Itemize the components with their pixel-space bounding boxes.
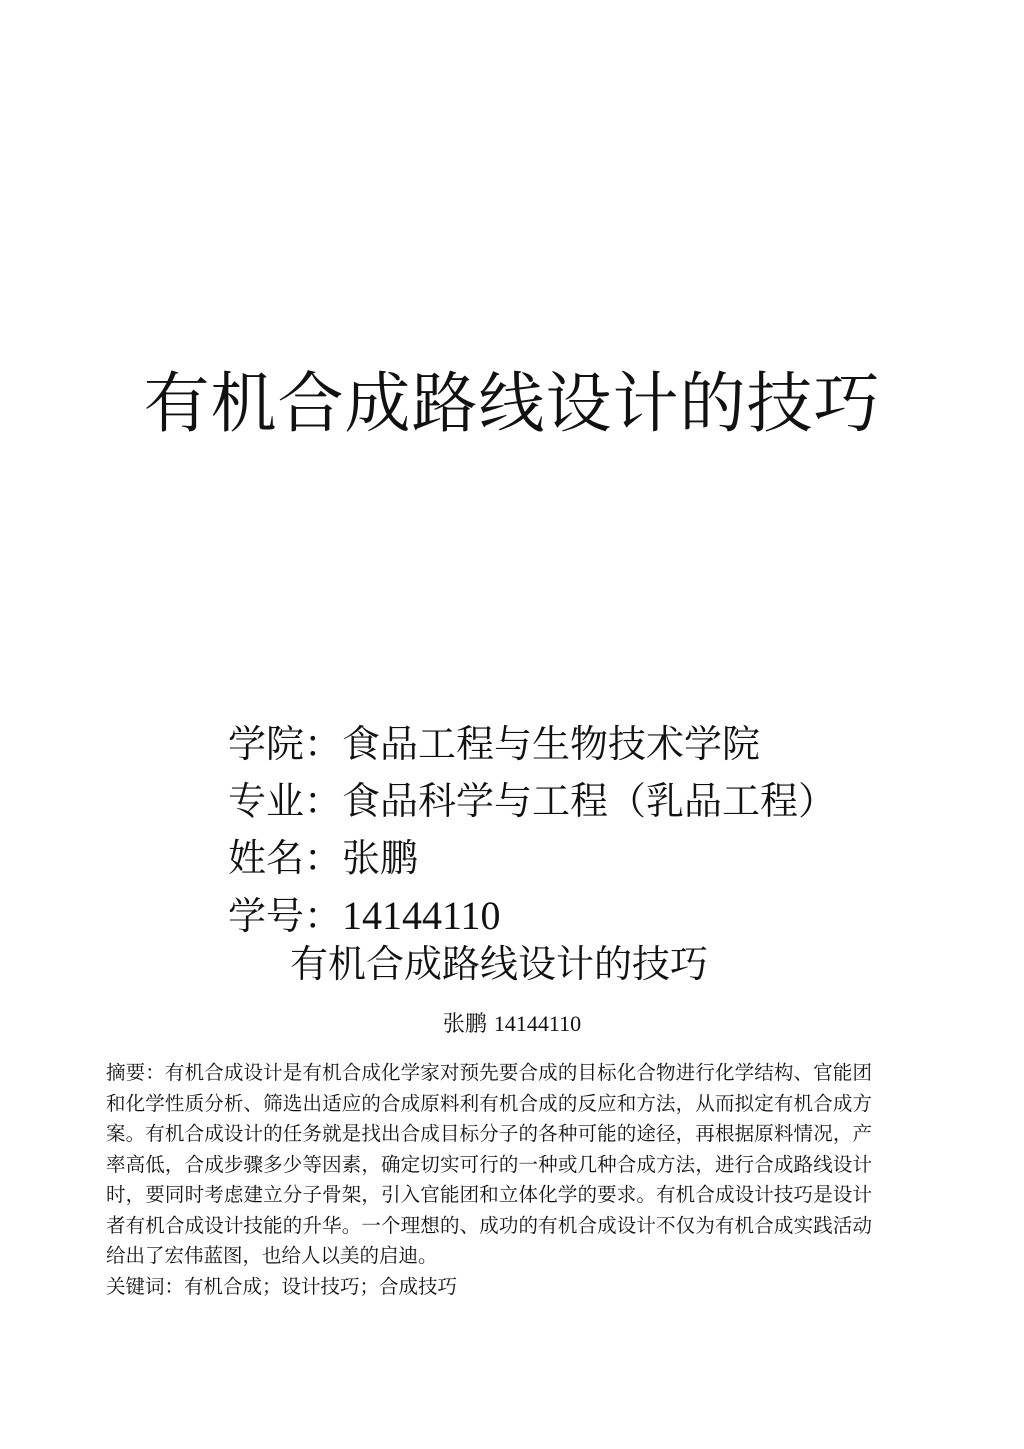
student-info — [228, 716, 836, 945]
paper-title: 有机合成路线设计的技巧 — [290, 942, 709, 986]
major-value: 食品科学与工程（乳品工程） — [342, 779, 837, 823]
student-id-value: 14144110 — [342, 893, 501, 938]
keywords-text: 关键词：有机合成；设计技巧；合成技巧 — [106, 1274, 458, 1298]
student-id-label: 学号： — [228, 894, 343, 938]
college-row — [228, 716, 836, 773]
name-label: 姓名： — [228, 836, 343, 880]
author-name: 张鹏 — [442, 1012, 487, 1037]
abstract-block — [106, 1058, 872, 1302]
name-value: 张鹏 — [342, 836, 419, 880]
major-label: 专业： — [228, 779, 343, 823]
name-row — [228, 830, 836, 887]
college-value: 食品工程与生物技术学院 — [342, 722, 761, 766]
author-student-id: 14144110 — [493, 1011, 582, 1036]
major-row — [228, 773, 836, 830]
author-line — [0, 1008, 1024, 1041]
cover-title: 有机合成路线设计的技巧 — [143, 365, 881, 442]
college-label: 学院： — [228, 722, 343, 766]
abstract-text: 摘要：有机合成设计是有机合成化学家对预先要合成的目标化合物进行化学结构、官能团和化学性质分析、筛选出适应的合成原料利有机合成的反应和方法，从而拟定有机合成方案。有机合成设计的任务就是找出合成目标分子的各种可能的途径，再根据原料情况，产率高低，合成步骤多少等因素，确定切实可行的一种或几种合成方法，进行合成路线设计时，要同时考虑建立分子骨架，引入官能团和立体化学的要求。有机合成设计技巧是设计者有机合成设计技能的升华。一个理想的、成功的有机合成设计不仅为有机合成实践活动给出了宏伟蓝图，也给人以美的启迪。 — [106, 1061, 872, 1267]
